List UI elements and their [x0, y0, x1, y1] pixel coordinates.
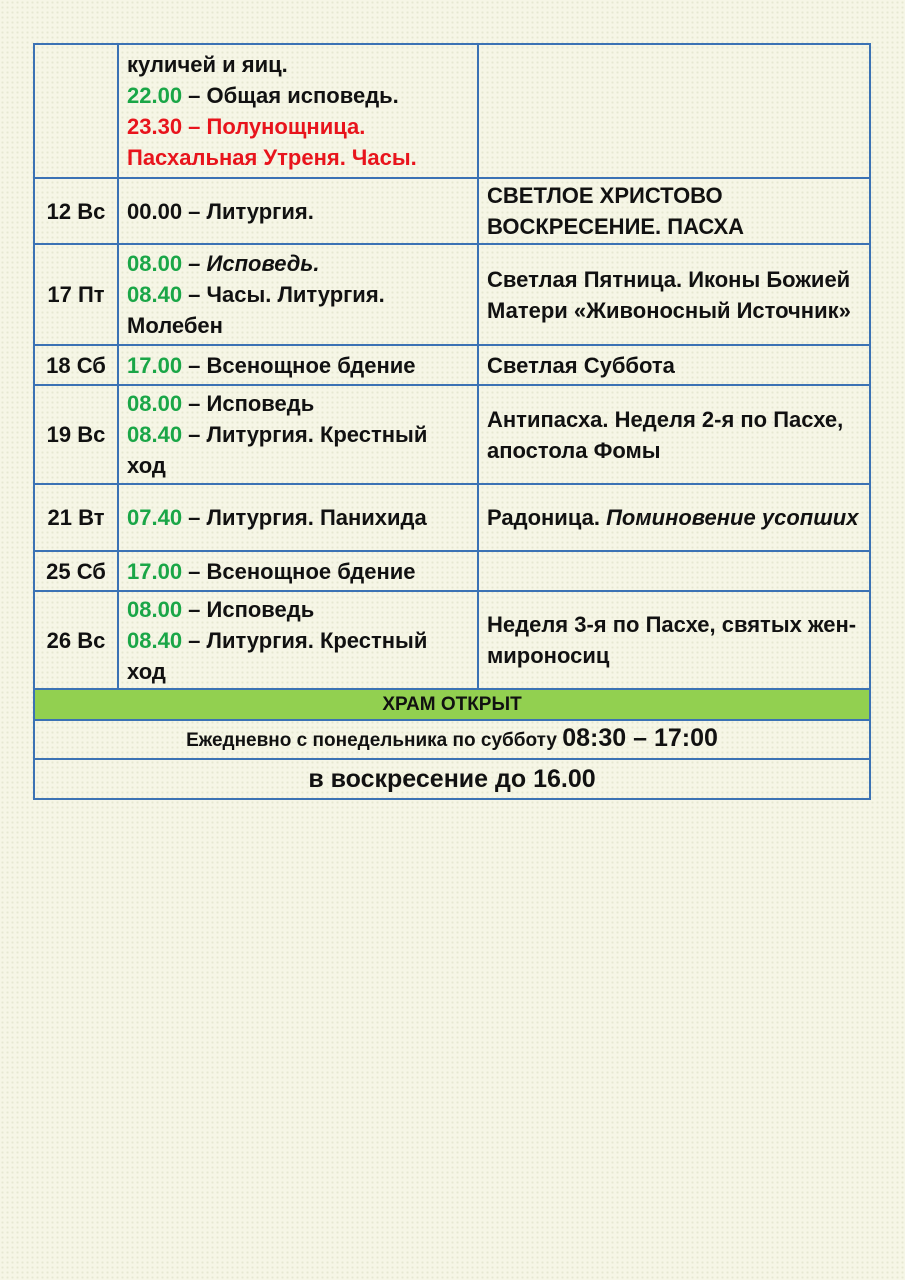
service-time: 17.00 — [127, 558, 183, 584]
date-cell: 26 Вс — [34, 591, 118, 689]
service-line: 00.00 – Литургия. — [127, 198, 314, 224]
feast-text: Радоница. — [487, 505, 607, 530]
date-cell: 19 Вс — [34, 385, 118, 484]
table-row — [34, 385, 870, 484]
service-text: – Всенощное бдение — [182, 352, 416, 378]
date-cell: 25 Сб — [34, 551, 118, 591]
service-text: – Исповедь — [182, 391, 315, 416]
feast-cell — [478, 551, 870, 591]
service-time: 07.40 — [127, 505, 183, 530]
service-cell — [118, 385, 478, 484]
service-line: ход — [127, 453, 166, 478]
open-header-row — [34, 689, 870, 720]
service-line — [127, 625, 469, 656]
date-cell: 12 Вс — [34, 178, 118, 244]
feast-cell: Неделя 3-я по Пасхе, святых жен-мироносиц — [478, 591, 870, 689]
service-line: куличей и яиц. — [127, 52, 288, 77]
feast-cell — [478, 44, 870, 178]
table-row — [34, 244, 870, 345]
service-cell — [118, 178, 478, 244]
service-cell — [118, 44, 478, 178]
service-cell — [118, 484, 478, 551]
weekday-hours-time: 08:30 – 17:00 — [562, 724, 718, 752]
service-time: 08.40 — [127, 422, 183, 447]
service-time: 17.00 — [127, 352, 183, 378]
service-text: – Исповедь. — [182, 251, 320, 276]
service-line — [127, 594, 469, 625]
service-text: – Литургия. Панихида — [182, 505, 427, 530]
service-line — [127, 502, 469, 533]
service-text: – Литургия. Крестный — [182, 627, 428, 653]
service-line — [127, 556, 469, 587]
table-row — [34, 44, 870, 178]
service-text: – Часы. Литургия. — [182, 282, 385, 307]
service-cell — [118, 591, 478, 689]
service-cell — [118, 551, 478, 591]
table-row — [34, 345, 870, 385]
service-line — [127, 350, 469, 381]
date-cell: 17 Пт — [34, 244, 118, 345]
date-cell — [34, 44, 118, 178]
date-cell: 18 Сб — [34, 345, 118, 385]
open-header: ХРАМ ОТКРЫТ — [34, 689, 870, 720]
service-line — [127, 248, 469, 279]
service-time: 22.00 — [127, 83, 183, 108]
feast-cell: Светлая Суббота — [478, 345, 870, 385]
feast-cell: СВЕТЛОЕ ХРИСТОВО ВОСКРЕСЕНИЕ. ПАСХА — [478, 178, 870, 244]
service-line: 23.30 – Полунощница. — [127, 114, 366, 139]
service-time: 08.00 — [127, 391, 183, 416]
service-time: 08.40 — [127, 627, 183, 653]
service-line: Пасхальная Утреня. Часы. — [127, 145, 417, 170]
service-cell — [118, 345, 478, 385]
sunday-hours-row — [34, 759, 870, 799]
weekday-hours-text: Ежедневно с понедельника по субботу — [186, 730, 563, 751]
service-line: Молебен — [127, 313, 223, 338]
service-text: – Всенощное бдение — [182, 558, 416, 584]
table-row — [34, 484, 870, 551]
sunday-hours: в воскресение до 16.00 — [34, 759, 870, 799]
weekday-hours-row — [34, 720, 870, 759]
table-row — [34, 178, 870, 244]
service-cell — [118, 244, 478, 345]
feast-cell: Светлая Пятница. Иконы Божией Матери «Живоносный Источник» — [478, 244, 870, 345]
service-text: – Общая исповедь. — [182, 83, 399, 108]
service-line — [127, 419, 469, 450]
date-cell: 21 Вт — [34, 484, 118, 551]
feast-cell — [478, 484, 870, 551]
service-text: – Исповедь — [182, 596, 315, 622]
weekday-hours — [34, 720, 870, 759]
feast-text-italic: Поминовение усопших — [606, 505, 859, 530]
schedule-table — [33, 43, 871, 800]
feast-cell: Антипасха. Неделя 2-я по Пасхе, апостола Фомы — [478, 385, 870, 484]
service-line: ход — [127, 658, 166, 684]
service-line — [127, 80, 469, 111]
service-line — [127, 279, 469, 310]
service-text: – Литургия. Крестный — [182, 422, 428, 447]
service-time: 08.00 — [127, 251, 183, 276]
service-time: 08.40 — [127, 282, 183, 307]
table-row — [34, 591, 870, 689]
service-time: 08.00 — [127, 596, 183, 622]
table-row — [34, 551, 870, 591]
service-line — [127, 388, 469, 419]
